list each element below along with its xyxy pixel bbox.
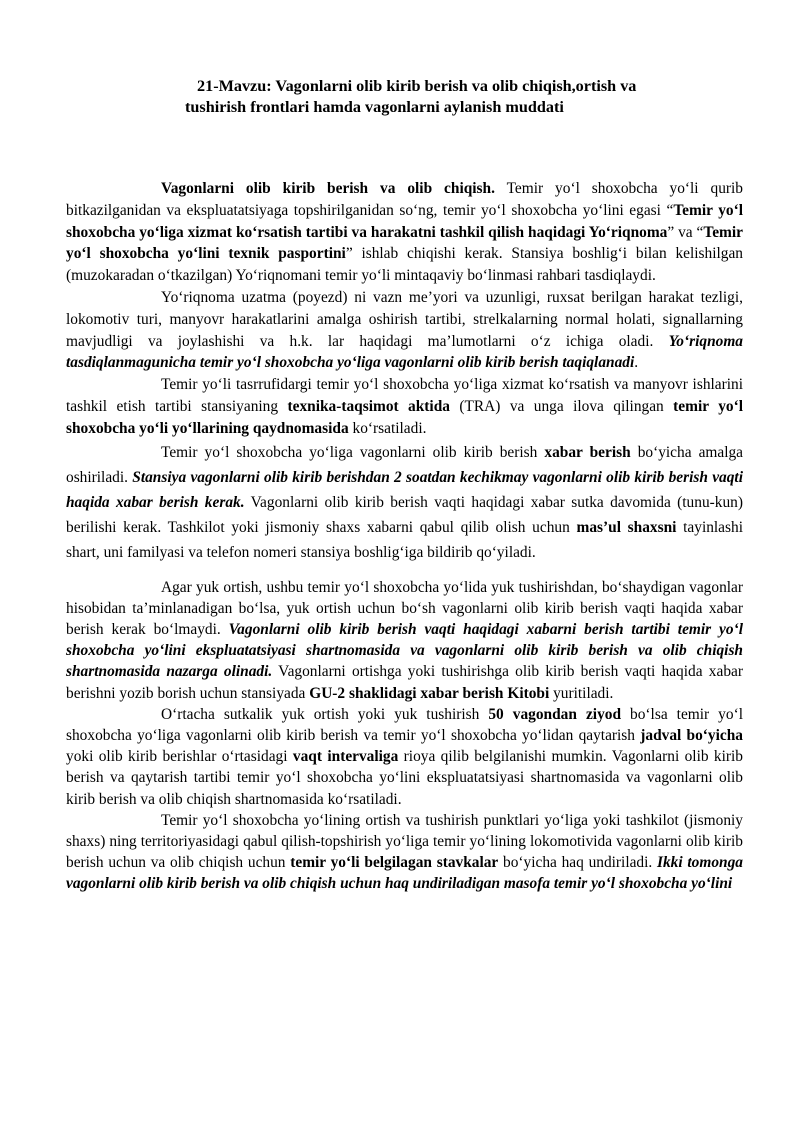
text-run: Yo‘riqnoma uzatma (poyezd) ni vazn me’yori va uzunligi, ruxsat berilgan harakat tezligi, lokomotiv turi, manyovr harakatlarini amalga oshirish tartibi, strelkalarning normal holati, signallarning mavjudligi va joylashishi va h.k. lar haqidagi ma’lumotlarni o‘z ichiga oladi.: [66, 288, 743, 350]
text-run: bo‘yicha haq undiriladi.: [498, 854, 657, 872]
paragraph: [66, 577, 743, 704]
text-run: .: [634, 354, 639, 372]
text-run: ” va “: [667, 223, 704, 241]
emphasis-text: 50 vagondan ziyod: [488, 705, 622, 723]
text-run: ko‘rsatiladi.: [348, 419, 427, 437]
document-title: [185, 76, 745, 118]
title-line-1: 21-Mavzu: Vagonlarni olib kirib berish va olib chiqish,ortish va: [197, 77, 637, 95]
emphasis-text: temir yo‘l shoxobcha yo‘li yo‘llarining qaydnomasida: [66, 397, 743, 437]
paragraph: [66, 810, 743, 895]
paragraph: [66, 287, 743, 374]
text-run: O‘rtacha sutkalik yuk ortish yoki yuk tushirish: [161, 705, 489, 723]
paragraph: [66, 178, 743, 287]
emphasis-text: texnika-taqsimot aktida: [287, 397, 450, 415]
document-body: [66, 178, 743, 895]
paragraph: [66, 704, 743, 810]
emphasis-text: GU-2 shaklidagi xabar berish Kitobi: [309, 684, 550, 702]
text-run: bo‘yicha amalga oshiriladi.: [66, 443, 744, 486]
text-run: Temir yo‘li tasrrufidargi temir yo‘l shoxobcha yo‘liga xizmat ko‘rsatish va manyovr ishlarini tashkil etish tartibi stansiyaning: [66, 376, 743, 415]
text-run: ” ishlab chiqishi kerak. Stansiya boshlig‘i bilan kelishilgan (muzokaradan o‘tkazilgan) Yo‘riqnomani temir yo‘li mintaqaviy bo‘linmasi rahbari tasdiqlaydi.: [66, 245, 743, 285]
paragraph: [66, 440, 743, 565]
emphasis-text: Temir yo‘l shoxobcha yo‘lini texnik pasportini: [66, 223, 743, 263]
emphasis-text: Yo‘riqnoma tasdiqlanmagunicha temir yo‘l shoxobcha yo‘liga vagonlarni olib kirib berish taqiqlanadi: [66, 332, 743, 372]
text-run: rioya qilib belgilanishi mumkin. Vagonlarni olib kirib berish va qaytarish tartibi temir yo‘l shoxobcha yo‘lini ekspluatatsiyasi shartnomasida va vagonlarni olib kirib berish va olib chiqish shartnomasida ko‘rsatiladi.: [66, 748, 743, 808]
emphasis-text: temir yo‘li belgilagan stavkalar: [290, 854, 499, 872]
text-run: Vagonlarni olib kirib berish vaqti haqidagi xabar sutka davomida (tunu-kun) berilishi kerak. Tashkilot yoki jismoniy shaxs xabarni qabul qilib olish uchun: [66, 493, 743, 536]
text-run: tayinlashi shart, uni familyasi va telefon nomeri stansiya boshlig‘iga bildirib qo‘yiladi.: [66, 518, 743, 561]
emphasis-text: jadval bo‘yicha: [640, 726, 743, 744]
emphasis-text: xabar berish: [544, 443, 631, 461]
emphasis-text: Stansiya vagonlarni olib kirib berishdan 2 soatdan kechikmay vagonlarni olib kirib berish vaqti haqida xabar berish kerak.: [66, 468, 743, 511]
text-run: yoki olib kirib berishlar o‘rtasidagi: [66, 748, 293, 766]
text-run: (TRA) va unga ilova qilingan: [449, 397, 674, 415]
text-run: Temir yo‘l shoxobcha yo‘li qurib bitkazilganidan va ekspluatatsiyaga topshirilganidan so‘ng, temir yo‘l shoxobcha yo‘lini egasi “: [66, 180, 743, 219]
emphasis-text: vaqt intervaliga: [292, 748, 399, 766]
text-run: Agar yuk ortish, ushbu temir yo‘l shoxobcha yo‘lida yuk tushirishdan, bo‘shaydigan vagonlar hisobidan ta’minlanadigan bo‘lsa, yuk ortish uchun bo‘sh vagonlarni olib kirib berish vaqti haqida xabar berish kerak bo‘lmaydi.: [66, 578, 743, 638]
text-run: Vagonlarni ortishga yoki tushirishga olib kirib berish vaqti haqida xabar berishni yozib borish uchun stansiyada: [66, 663, 743, 702]
emphasis-text: Ikki tomonga vagonlarni olib kirib berish va olib chiqish uchun haq undiriladigan masofa temir yo‘l shoxobcha yo‘lini: [66, 854, 743, 893]
paragraph: [66, 374, 743, 439]
emphasis-text: Vagonlarni olib kirib berish vaqti haqidagi xabarni berish tartibi temir yo‘l shoxobcha yo‘lini ekspluatatsiyasi shartnomasida va vagonlarni olib kirib berish va olib chiqish shartnomasida nazarga olinadi.: [66, 620, 743, 681]
title-line-2: tushirish frontlari hamda vagonlarni aylanish muddati: [185, 98, 564, 116]
emphasis-text: mas’ul shaxsni: [576, 518, 677, 536]
text-run: yuritiladi.: [549, 684, 614, 702]
text-run: Temir yo‘l shoxobcha yo‘liga vagonlarni olib kirib berish: [161, 443, 545, 461]
emphasis-text: Vagonlarni olib kirib berish va olib chiqish.: [161, 180, 495, 197]
text-run: Temir yo‘l shoxobcha yo‘lining ortish va tushirish punktlari yo‘liga yoki tashkilot (jismoniy shaxs) ning territoriyasidagi qabul qilish-topshirish yo‘liga temir yo‘lining lokomotivida vagonlarni olib kirib berish uchun va olib chiqish uchun: [66, 811, 743, 872]
emphasis-text: Temir yo‘l shoxobcha yo‘liga xizmat ko‘rsatish tartibi va harakatni tashkil qilish haqidagi Yo‘riqnoma: [66, 201, 743, 241]
text-run: bo‘lsa temir yo‘l shoxobcha yo‘liga vagonlarni olib kirib berish va temir yo‘l shoxobcha yo‘lidan qaytarish: [66, 705, 743, 744]
